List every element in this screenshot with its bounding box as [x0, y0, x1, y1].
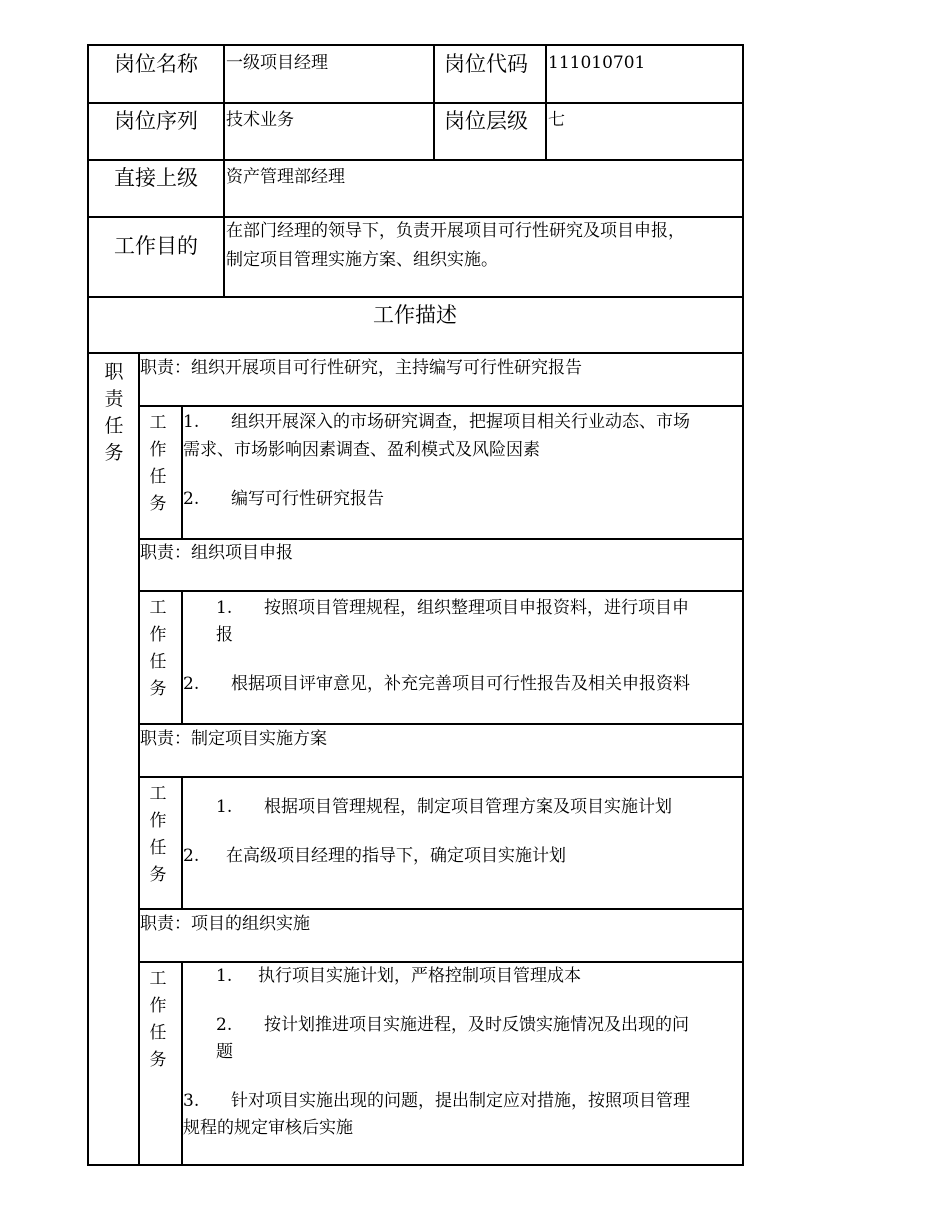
task-item	[216, 968, 581, 985]
position-code-label: 岗位代码	[444, 52, 528, 76]
task-column-label	[148, 966, 168, 1074]
task-text: 按照项目管理规程，组织整理项目申报资料，进行项目申	[264, 598, 689, 618]
task-text-continued: 规程的规定审核后实施	[183, 1118, 353, 1138]
direct-superior-value: 资产管理部经理	[226, 167, 345, 187]
duty-title: 职责：组织开展项目可行性研究，主持编写可行性研究报告	[140, 358, 582, 378]
task-column-label	[148, 595, 168, 703]
task-text: 组织开展深入的市场研究调查，把握项目相关行业动态、市场	[231, 412, 690, 432]
task-text: 执行项目实施计划，严格控制项目管理成本	[258, 966, 581, 986]
duty-column-label	[102, 359, 126, 467]
task-item	[183, 676, 690, 693]
duty-label-char: 责	[104, 388, 124, 410]
work-purpose-label: 工作目的	[114, 234, 198, 258]
task-label-char: 务	[149, 1050, 167, 1070]
task-number: 1.	[216, 797, 233, 817]
task-item	[183, 491, 384, 508]
duty-label-char: 任	[104, 415, 124, 437]
duty-label-char: 务	[104, 442, 124, 464]
task-label-char: 作	[149, 996, 167, 1016]
duty-title: 职责：组织项目申报	[140, 543, 293, 563]
task-label-char: 任	[149, 467, 167, 487]
duty-label-char: 职	[104, 361, 124, 383]
task-text: 编写可行性研究报告	[231, 489, 384, 509]
task-number: 3.	[183, 1091, 200, 1111]
task-label-char: 工	[149, 784, 167, 804]
task-text: 针对项目实施出现的问题，提出制定应对措施，按照项目管理	[231, 1091, 690, 1111]
task-number: 1.	[216, 966, 233, 986]
section-title: 工作描述	[373, 303, 457, 327]
task-label-char: 工	[149, 413, 167, 433]
task-item	[183, 1093, 690, 1110]
task-text-continued: 题	[216, 1042, 233, 1062]
task-number: 2.	[183, 674, 200, 694]
duty-title: 职责：项目的组织实施	[140, 914, 310, 934]
task-item	[183, 848, 566, 865]
task-text: 根据项目管理规程，制定项目管理方案及项目实施计划	[264, 797, 672, 817]
task-number: 1.	[216, 598, 233, 618]
task-number: 2.	[183, 846, 200, 866]
direct-superior-label: 直接上级	[114, 166, 198, 190]
task-number: 2.	[216, 1015, 233, 1035]
task-item	[216, 600, 689, 617]
position-series-label: 岗位序列	[114, 109, 198, 133]
task-number: 1.	[183, 412, 200, 432]
task-label-char: 工	[149, 598, 167, 618]
work-purpose-line-1: 在部门经理的领导下，负责开展项目可行性研究及项目申报，	[226, 221, 685, 241]
task-label-char: 务	[149, 494, 167, 514]
task-label-char: 作	[149, 440, 167, 460]
task-text: 按计划推进项目实施进程，及时反馈实施情况及出现的问	[264, 1015, 689, 1035]
task-item	[216, 799, 672, 816]
position-series-value: 技术业务	[226, 110, 294, 130]
task-label-char: 任	[149, 652, 167, 672]
task-label-char: 作	[149, 811, 167, 831]
task-label-char: 作	[149, 625, 167, 645]
task-text: 在高级项目经理的指导下，确定项目实施计划	[226, 846, 566, 866]
task-label-char: 任	[149, 1023, 167, 1043]
position-name-label: 岗位名称	[114, 52, 198, 76]
task-text-continued: 需求、市场影响因素调查、盈利模式及风险因素	[183, 440, 540, 460]
position-code-value: 111010701	[548, 53, 646, 73]
task-label-char: 务	[149, 865, 167, 885]
task-text-continued: 报	[216, 625, 233, 645]
task-column-label	[148, 781, 168, 889]
task-item	[216, 1017, 689, 1034]
task-label-char: 任	[149, 838, 167, 858]
position-level-label: 岗位层级	[444, 109, 528, 133]
task-item	[183, 414, 690, 431]
task-label-char: 工	[149, 969, 167, 989]
position-name-value: 一级项目经理	[226, 53, 328, 73]
position-level-value: 七	[548, 110, 565, 130]
task-number: 2.	[183, 489, 200, 509]
task-column-label	[148, 410, 168, 518]
work-purpose-line-2: 制定项目管理实施方案、组织实施。	[226, 250, 498, 270]
duty-title: 职责：制定项目实施方案	[140, 729, 327, 749]
task-text: 根据项目评审意见，补充完善项目可行性报告及相关申报资料	[231, 674, 690, 694]
task-label-char: 务	[149, 679, 167, 699]
